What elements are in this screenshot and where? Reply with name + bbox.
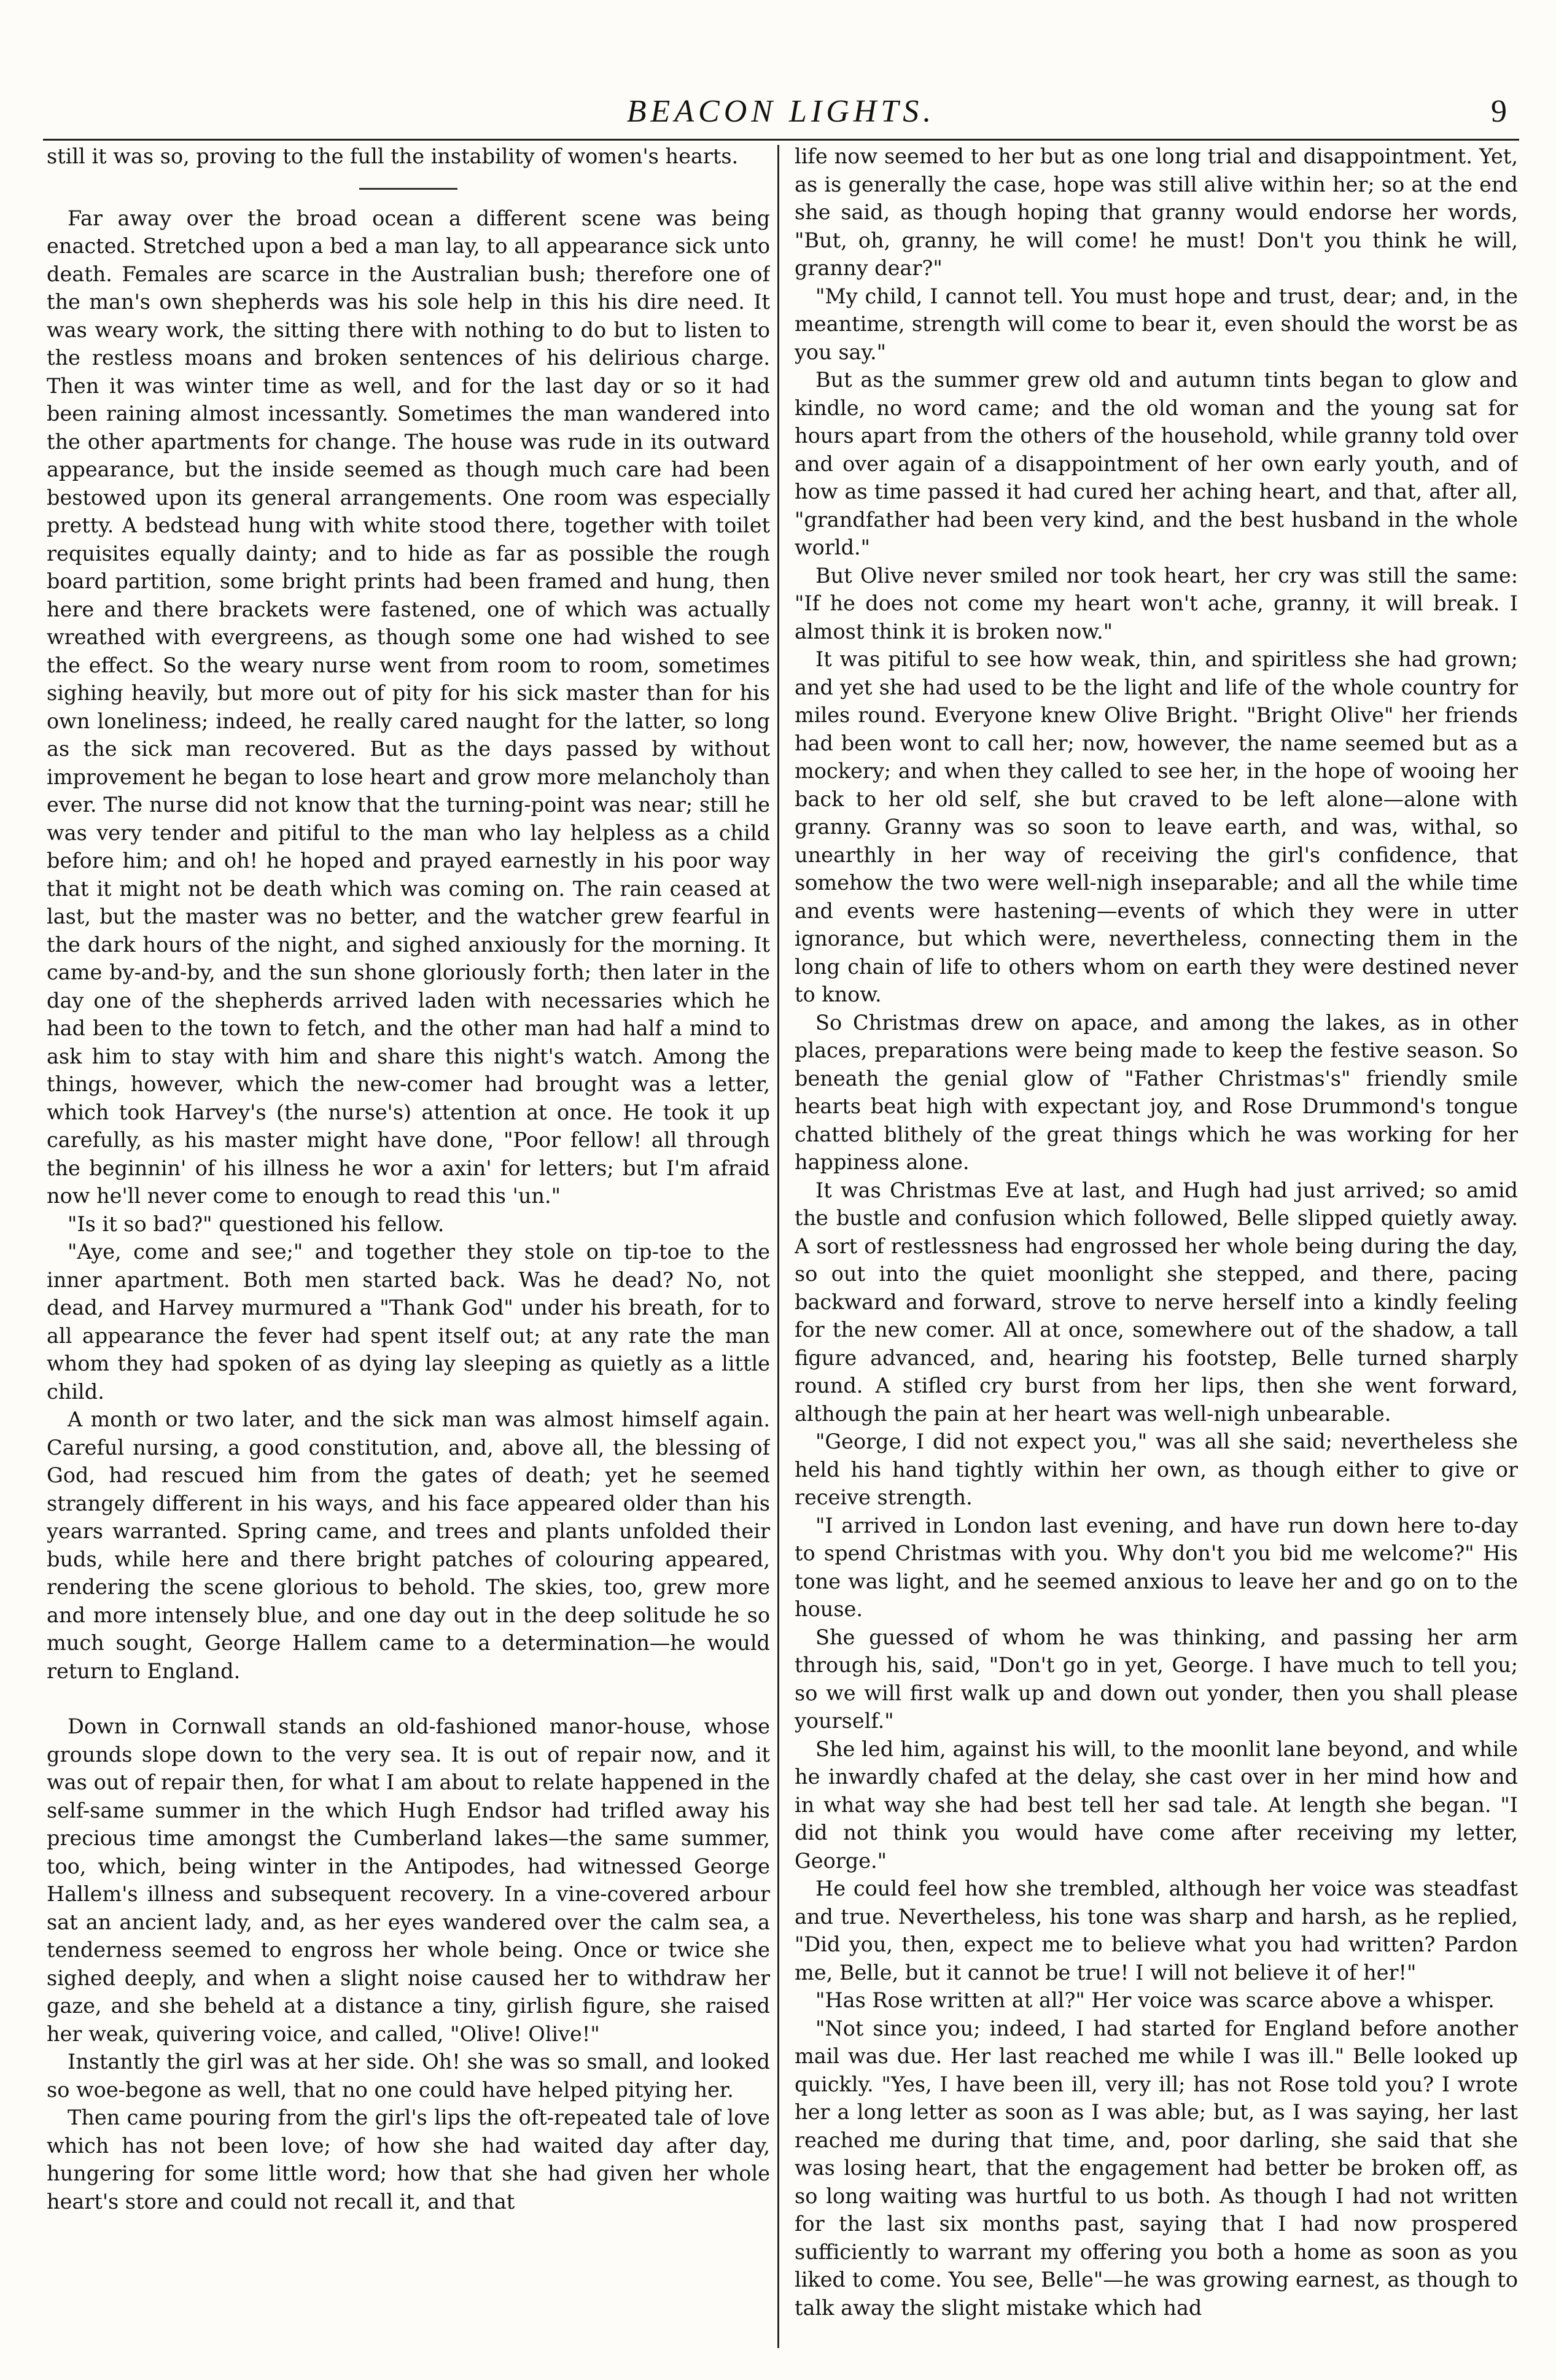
paragraph: She guessed of whom he was thinking, and passing her arm through his, said, "Don't go in yet, George. I have much to tell you; so we will first walk up and down out yonder, then you shall please yourself.": [795, 1625, 1518, 1733]
left-column: [47, 142, 770, 2353]
paragraph: But Olive never smiled nor took heart, her cry was still the same: "If he does not come my heart won't ache, granny, it will break. I almost think it is broken now.": [795, 563, 1518, 644]
column-divider: [777, 145, 779, 2348]
paragraph: "Aye, come and see;" and together they stole on tip-toe to the inner apartment. Both men started back. Was he dead? No, not dead, and Harvey murmured a "Thank God" under his breath, for to all appearance the fever had spent itself out; at any rate the man whom they had spoken of as dying lay sleeping as quietly as a little child.: [47, 1240, 770, 1404]
paragraph: "Has Rose written at all?" Her voice was scarce above a whisper.: [815, 1988, 1495, 2012]
section-divider: [359, 188, 457, 190]
page-number: 9: [1491, 94, 1507, 129]
paragraph: Instantly the girl was at her side. Oh! she was so small, and looked so woe-begone as well, that no one could have helped pitying her.: [47, 2050, 770, 2102]
paragraph: Then came pouring from the girl's lips the oft-repeated tale of love which has not been love; of how she had waited day after day, hungering for some little word; how that she had given her whole heart's store and could not recall it, and that: [47, 2106, 770, 2214]
paragraph: But as the summer grew old and autumn tints began to glow and kindle, no word came; and the old woman and the young sat for hours apart from the others of the household, while granny told over and over again of a disappointment of her own early youth, and of how as time passed it had cured her aching heart, and that, after all, "grandfather had been very kind, and the best husband in the whole world.": [795, 368, 1518, 559]
header-rule: [43, 139, 1519, 141]
paragraph: It was Christmas Eve at last, and Hugh had just arrived; so amid the bustle and confusion which followed, Belle slipped quietly away. A sort of restlessness had engrossed her whole being during the day, so out into the quiet moonlight she stepped, and there, pacing backward and forward, strove to nerve herself into a kindly feeling for the new comer. All at once, somewhere out of the shadow, a tall figure advanced, and, hearing his footstep, Belle turned sharply round. A stifled cry burst from her lips, then she went forward, although the pain at her heart was well-nigh unbearable.: [795, 1178, 1518, 1426]
paragraph: "My child, I cannot tell. You must hope and trust, dear; and, in the meantime, strength will come to bear it, even should the worst be as you say.": [795, 284, 1518, 364]
paragraph: "Is it so bad?" questioned his fellow.: [68, 1211, 445, 1236]
paragraph: He could feel how she trembled, although her voice was steadfast and true. Nevertheless, his tone was sharp and harsh, as he replied, "Did you, then, expect me to believe what you had written? Pardon me, Belle, but it cannot be true! I will not believe it of her!": [795, 1876, 1518, 1985]
paragraph: It was pitiful to see how weak, thin, and spiritless she had grown; and yet she had used to be the light and life of the whole country for miles round. Everyone knew Olive Bright. "Bright Olive" her friends had been wont to call her; now, however, the name seemed but as a mockery; and when they called to see her, in the hope of wooing her back to her old self, she but craved to be left alone—alone with granny. Granny was so soon to leave earth, and was, withal, so unearthly in her way of receiving the girl's confidence, that somehow the two were well-nigh inseparable; and all the while time and events were hastening—events of which they were in utter ignorance, but which were, nevertheless, connecting them in the long chain of life to others whom on earth they were destined never to know.: [795, 647, 1518, 1006]
paragraph: life now seemed to her but as one long trial and disappointment. Yet, as is generally the case, hope was still alive within her; so at the end she said, as though hoping that granny would endorse her words, "But, oh, granny, he will come! he must! Don't you think he will, granny dear?": [795, 144, 1518, 280]
paragraph: Far away over the broad ocean a different scene was being enacted. Stretched upon a bed a man lay, to all appearance sick unto death. Females are scarce in the Australian bush; therefore one of the man's own shepherds was his sole help in this his dire need. It was weary work, the sitting there with nothing to do but to listen to the restless moans and broken sentences of his delirious charge. Then it was winter time as well, and for the last day or so it had been raining almost incessantly. Sometimes the man wandered into the other apartments for change. The house was rude in its outward appearance, but the inside seemed as though much care had been bestowed upon its general arrangements. One room was especially pretty. A bedstead hung with white stood there, together with toilet requisites equally dainty; and to hide as far as possible the rough board partition, some bright prints had been framed and hung, then here and there brackets were fastened, one of which was actually wreathed with evergreens, as though some one had wished to see the effect. So the weary nurse went from room to room, sometimes sighing heavily, but more out of pity for his sick master than for his own loneliness; indeed, he really cared naught for the latter, so long as the sick man recovered. But as the days passed by without improvement he began to lose heart and grow more melancholy than ever. The nurse did not know that the turning-point was near; still he was very tender and pitiful to the man who lay helpless as a child before him; and oh! he hoped and prayed earnestly in his poor way that it might not be death which was coming on. The rain ceased at last, but the master was no better, and the watcher grew fearful in the dark hours of the night, and sighed anxiously for the morning. It came by-and-by, and the sun shone gloriously forth; then later in the day one of the shepherds arrived laden with necessaries which he had been to the town to fetch, and the other man had half a mind to ask him to stay with him and share this night's watch. Among the things, however, which the new-comer had brought was a letter, which took Harvey's (the nurse's) attention at once. He took it up carefully, as his master might have done, "Poor fellow! all through the beginnin' of his illness he wor a axin' for letters; but I'm afraid now he'll never come to enough to read this 'un.": [47, 206, 770, 1208]
paragraph: A month or two later, and the sick man was almost himself again. Careful nursing, a good constitution, and, above all, the blessing of God, had rescued him from the gates of death; yet he seemed strangely different in his ways, and his face appeared older than his years warranted. Spring came, and trees and plants unfolded their buds, while here and there bright patches of colouring appeared, rendering the scene glorious to behold. The skies, too, grew more and more intensely blue, and one day out in the deep solitude he so much sought, George Hallem came to a determination—he would return to England.: [47, 1407, 770, 1683]
paragraph: So Christmas drew on apace, and among the lakes, as in other places, preparations were being made to keep the festive season. So beneath the genial glow of "Father Christmas's" friendly smile hearts beat high with expectant joy, and Rose Drummond's tongue chatted blithely of the great things which he was working for her happiness alone.: [795, 1010, 1518, 1174]
paragraph: still it was so, proving to the full the instability of women's hearts.: [47, 144, 739, 168]
right-column: [795, 142, 1518, 2353]
running-title: BEACON LIGHTS.: [626, 94, 936, 129]
page-header: [43, 87, 1519, 146]
paragraph: "George, I did not expect you," was all she said; nevertheless she held his hand tightly within her own, as though either to give or receive strength.: [795, 1429, 1518, 1509]
paragraph: "Not since you; indeed, I had started for England before another mail was due. Her last reached me while I was ill." Belle looked up quickly. "Yes, I have been ill, very ill; has not Rose told you? I wrote her a long letter as soon as I was able; but, as I was saying, her last reached me during that time, and, poor darling, she said that she was losing heart, that the engagement had better be broken off, as so long waiting was hurtful to us both. As though I had not written for the last six months past, saying that I had now prospered sufficiently to warrant my offering you both a home as soon as you liked to come. You see, Belle"—he was growing earnest, as though to talk away the slight mistake which had: [795, 2016, 1518, 2320]
paragraph: "I arrived in London last evening, and have run down here to-day to spend Christmas with you. Why don't you bid me welcome?" His tone was light, and he seemed anxious to leave her and go on to the house.: [795, 1513, 1518, 1621]
paragraph: She led him, against his will, to the moonlit lane beyond, and while he inwardly chafed at the delay, she cast over in her mind how and in what way she had best tell her sad tale. At length she began. "I did not think you would have come after receiving my letter, George.": [795, 1736, 1518, 1873]
paragraph: Down in Cornwall stands an old-fashioned manor-house, whose grounds slope down to the very sea. It is out of repair now, and it was out of repair then, for what I am about to relate happened in the self-same summer in the which Hugh Endsor had trifled away his precious time amongst the Cumberland lakes—the same summer, too, which, being winter in the Antipodes, had witnessed George Hallem's illness and subsequent recovery. In a vine-covered arbour sat an ancient lady, and, as her eyes wandered over the calm sea, a tenderness seemed to engross her whole being. Once or twice she sighed deeply, and when a slight noise caused her to withdraw her gaze, and she beheld at a distance a tiny, girlish figure, she raised her weak, quivering voice, and called, "Olive! Olive!": [47, 1714, 770, 2046]
